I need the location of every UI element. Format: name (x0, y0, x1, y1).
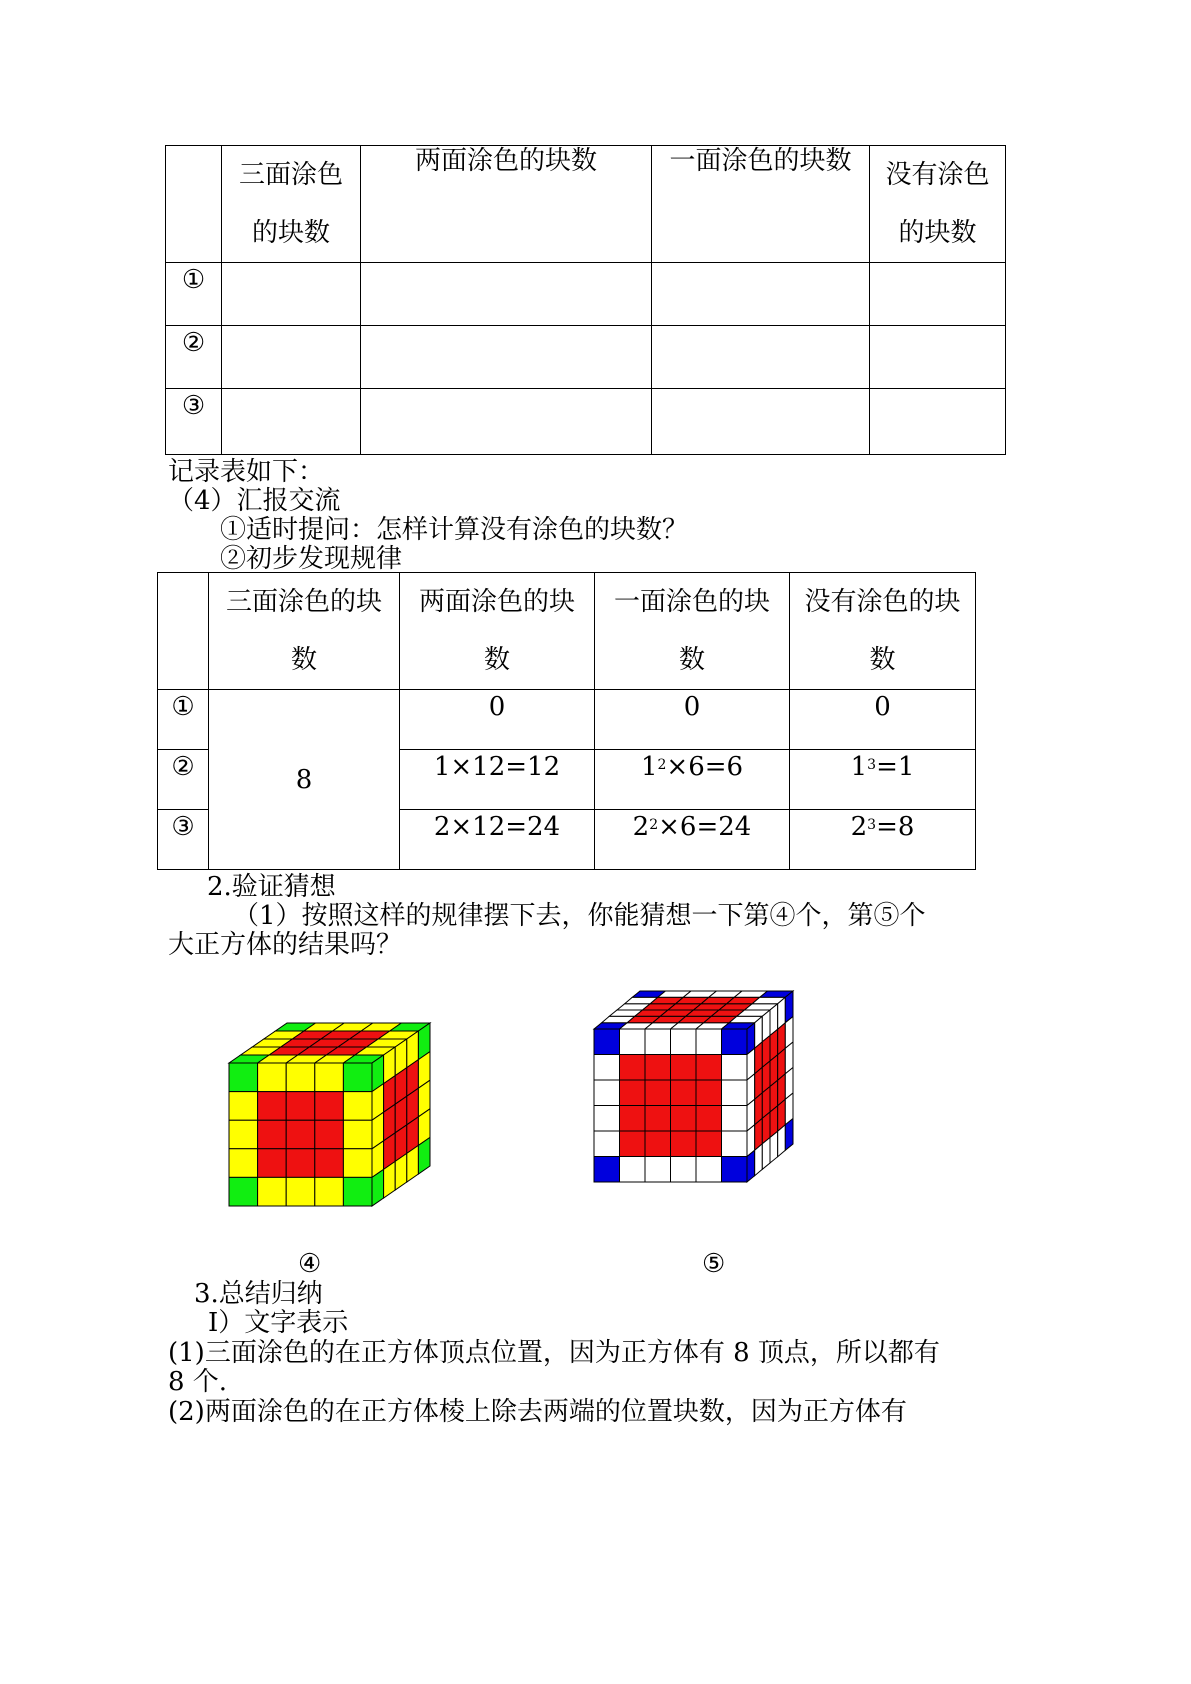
front-face-cell (315, 1149, 344, 1178)
front-face-cell (696, 1029, 722, 1055)
front-face-cell (343, 1063, 372, 1092)
text-representation-heading: I）文字表示 (208, 1308, 349, 1338)
one-face-value: 0 (595, 690, 790, 750)
header-one-face: 一面涂色的块 数 (595, 573, 790, 690)
right-face-cell (770, 1131, 778, 1163)
front-face-cell (620, 1106, 646, 1132)
front-face-cell (258, 1149, 287, 1178)
front-face-cell (722, 1029, 748, 1055)
table-row (158, 690, 976, 750)
cube-4-figure (229, 1023, 430, 1206)
record-caption: 记录表如下： (168, 457, 325, 487)
front-face-cell (722, 1055, 748, 1081)
front-face-cell (594, 1080, 620, 1106)
header-cell-empty (158, 573, 209, 690)
front-face-cell (722, 1080, 748, 1106)
row-label: ① (166, 263, 222, 326)
front-face-cell (671, 1131, 697, 1157)
no-face-value: 0 (790, 690, 976, 750)
summary-point-2: (2)两面涂色的在正方体棱上除去两端的位置块数，因为正方体有 (168, 1397, 907, 1427)
front-face-cell (315, 1063, 344, 1092)
front-face-cell (258, 1063, 287, 1092)
front-face-cell (722, 1131, 748, 1157)
table-cell (361, 389, 652, 455)
front-face-cell (671, 1157, 697, 1183)
one-face-value: $1^2\times 6=6$ (595, 750, 790, 810)
header-no-face: 没有涂色的块 数 (790, 573, 976, 690)
row-label: ② (158, 750, 209, 810)
one-face-value: $2^2\times 6=24$ (595, 810, 790, 870)
front-face-cell (645, 1157, 671, 1183)
front-face-cell (343, 1177, 372, 1206)
front-face-cell (286, 1063, 315, 1092)
front-face-cell (671, 1029, 697, 1055)
verify-heading: 2.验证猜想 (207, 872, 336, 902)
table-cell (870, 389, 1006, 455)
front-face-cell (594, 1055, 620, 1081)
front-face-cell (671, 1055, 697, 1081)
no-face-value: $1^3=1$ (790, 750, 976, 810)
front-face-cell (722, 1106, 748, 1132)
three-face-value: 8 (209, 690, 400, 870)
no-face-value: $2^3=8$ (790, 810, 976, 870)
question-2: ②初步发现规律 (220, 544, 403, 574)
header-no-face: 没有涂色 的块数 (870, 146, 1006, 263)
verify-paragraph: （1）按照这样的规律摆下去，你能猜想一下第④个，第⑤个 (233, 901, 926, 931)
table-cell (870, 263, 1006, 326)
front-face-cell (645, 1080, 671, 1106)
front-face-cell (343, 1120, 372, 1149)
front-face-cell (620, 1055, 646, 1081)
front-face-cell (594, 1157, 620, 1183)
front-face-cell (315, 1092, 344, 1121)
front-face-cell (645, 1106, 671, 1132)
front-face-cell (286, 1092, 315, 1121)
front-face-cell (620, 1080, 646, 1106)
header-two-face: 两面涂色的块 数 (400, 573, 595, 690)
front-face-cell (645, 1029, 671, 1055)
front-face-cell (696, 1055, 722, 1081)
table-cell (222, 263, 361, 326)
front-face-cell (645, 1055, 671, 1081)
front-face-cell (594, 1029, 620, 1055)
header-three-face: 三面涂色 的块数 (222, 146, 361, 263)
header-two-face: 两面涂色的块数 (361, 146, 652, 263)
front-face-cell (229, 1120, 258, 1149)
table-row (166, 326, 1006, 389)
table-cell (222, 389, 361, 455)
cube-5-label: ⑤ (702, 1249, 726, 1279)
table-cell (652, 326, 870, 389)
table-header-row (158, 573, 976, 690)
table-row (166, 389, 1006, 455)
front-face-cell (696, 1131, 722, 1157)
step-4-heading: （4）汇报交流 (168, 486, 341, 516)
cube-4-label: ④ (298, 1249, 322, 1279)
row-label: ③ (158, 810, 209, 870)
front-face-cell (315, 1120, 344, 1149)
record-table-empty (165, 145, 1006, 455)
header-three-face: 三面涂色的块 数 (209, 573, 400, 690)
two-face-value: 2×12=24 (400, 810, 595, 870)
table-header-row (166, 146, 1006, 263)
front-face-cell (696, 1106, 722, 1132)
front-face-cell (343, 1149, 372, 1178)
table-cell (652, 389, 870, 455)
header-cell-empty (166, 146, 222, 263)
front-face-cell (258, 1092, 287, 1121)
row-label: ③ (166, 389, 222, 455)
cube-5-figure (594, 991, 793, 1182)
table-cell (361, 326, 652, 389)
right-face-cell (785, 1119, 793, 1151)
two-face-value: 0 (400, 690, 595, 750)
table-cell (361, 263, 652, 326)
question-1: ①适时提问：怎样计算没有涂色的块数？ (220, 515, 689, 545)
front-face-cell (671, 1080, 697, 1106)
front-face-cell (594, 1131, 620, 1157)
front-face-cell (645, 1131, 671, 1157)
summary-point-1-cont: 8 个. (168, 1367, 228, 1397)
front-face-cell (671, 1106, 697, 1132)
front-face-cell (696, 1080, 722, 1106)
front-face-cell (696, 1157, 722, 1183)
table-row (166, 263, 1006, 326)
front-face-cell (343, 1092, 372, 1121)
table-cell (652, 263, 870, 326)
table-cell (222, 326, 361, 389)
table-cell (870, 326, 1006, 389)
front-face-cell (258, 1177, 287, 1206)
cube-figures (0, 960, 1191, 1260)
front-face-cell (286, 1177, 315, 1206)
header-one-face: 一面涂色的块数 (652, 146, 870, 263)
front-face-cell (286, 1149, 315, 1178)
front-face-cell (229, 1177, 258, 1206)
verify-paragraph-cont: 大正方体的结果吗？ (168, 930, 403, 960)
two-face-value: 1×12=12 (400, 750, 595, 810)
front-face-cell (286, 1120, 315, 1149)
front-face-cell (315, 1177, 344, 1206)
front-face-cell (594, 1106, 620, 1132)
front-face-cell (722, 1157, 748, 1183)
summary-point-1: (1)三面涂色的在正方体顶点位置，因为正方体有 8 顶点，所以都有 (168, 1338, 940, 1368)
front-face-cell (229, 1149, 258, 1178)
front-face-cell (620, 1157, 646, 1183)
row-label: ① (158, 690, 209, 750)
front-face-cell (258, 1120, 287, 1149)
right-face-cell (747, 1150, 755, 1182)
front-face-cell (229, 1092, 258, 1121)
front-face-cell (620, 1029, 646, 1055)
front-face-cell (620, 1131, 646, 1157)
row-label: ② (166, 326, 222, 389)
record-table-filled (157, 572, 976, 870)
summary-heading: 3.总结归纳 (194, 1279, 323, 1309)
front-face-cell (229, 1063, 258, 1092)
right-face-cell (762, 1138, 770, 1170)
